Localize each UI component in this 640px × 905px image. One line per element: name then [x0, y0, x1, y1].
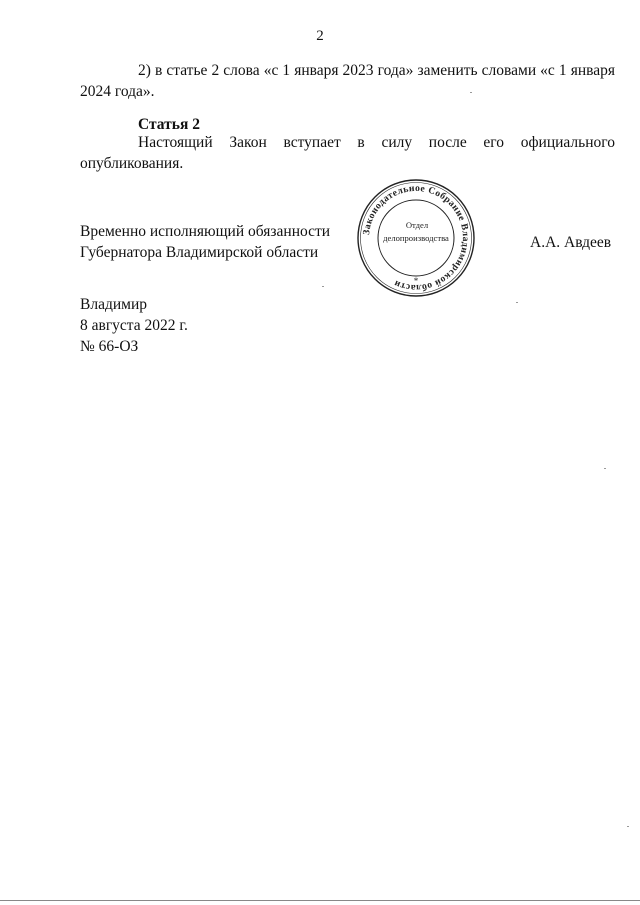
signer-name: А.А. Авдеев [530, 234, 612, 251]
seal-star: * [413, 276, 419, 286]
article-paragraph [80, 132, 615, 174]
article-line-1: Настоящий Закон вступает в силу после его официального [138, 134, 615, 151]
article-line-2: опубликования. [80, 155, 184, 172]
scan-speck [322, 286, 324, 287]
seal-ring-text: Законодательное Собрание Владимирской области [361, 182, 472, 294]
law-number: № 66-ОЗ [80, 338, 139, 355]
scan-speck [604, 468, 606, 469]
amendment-line-2: 2024 года». [80, 83, 155, 100]
signer-position [80, 221, 330, 263]
scan-speck [516, 302, 518, 303]
place-date-number [80, 294, 188, 357]
city: Владимир [80, 296, 147, 313]
official-seal [356, 178, 476, 298]
signer-position-line-2: Губернатора Владимирской области [80, 244, 319, 261]
page-number: 2 [316, 28, 324, 44]
seal-center-line-2: делопроизводства [383, 233, 449, 243]
scan-speck [470, 92, 472, 93]
scan-speck [627, 826, 629, 827]
scan-bottom-edge [0, 900, 640, 901]
seal-center-line-1: Отдел [405, 220, 429, 230]
signer-position-line-1: Временно исполняющий обязанности [80, 223, 331, 240]
law-date: 8 августа 2022 г. [80, 317, 188, 334]
amendment-line-1: 2) в статье 2 слова «с 1 января 2023 года» заменить словами «с 1 января [138, 62, 615, 79]
amendment-paragraph [80, 60, 615, 102]
article-heading: Статья 2 [138, 116, 200, 133]
